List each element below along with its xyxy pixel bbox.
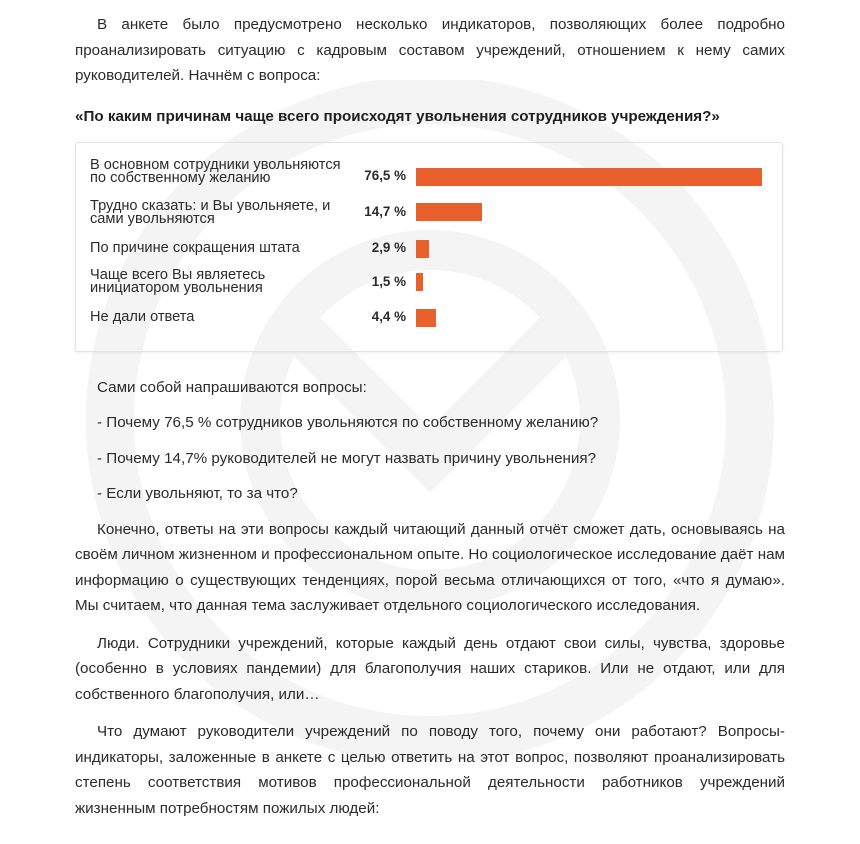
question-item: - Если увольняют, то за что?	[97, 485, 298, 502]
bar-label: В основном сотрудники увольняются по собственному желанию	[90, 156, 341, 186]
bar	[416, 273, 423, 291]
chart-row	[76, 268, 782, 298]
bar-value-label: 1,5 %	[371, 273, 406, 289]
body-paragraph: Что думают руководители учреждений по поводу того, почему они работают? Вопросы-индикаторы, заложенные в анкете с целью ответить на этот вопрос, позволяют проанализировать степень соответствия мотивов профессиональной деятельности работников учреждений жизненным потребностям пожилых людей:	[75, 723, 785, 817]
bar	[416, 168, 762, 186]
bar-value-label: 14,7 %	[364, 203, 406, 219]
chart-row	[76, 307, 782, 329]
chart-row	[76, 157, 782, 197]
bar	[416, 203, 482, 221]
bar	[416, 309, 436, 327]
bar	[416, 240, 429, 258]
bar-chart	[75, 142, 783, 352]
chart-row	[76, 197, 782, 230]
question-list	[75, 410, 785, 507]
survey-question: «По каким причинам чаще всего происходят увольнения сотрудников учреждения?»	[75, 107, 720, 125]
intro-paragraph: В анкете было предусмотрено несколько индикаторов, позволяющих более подробно проанализировать ситуацию с кадровым составом учреждений, отношением к нему самих руководителей. Начнём с вопроса:	[75, 16, 785, 84]
bar-label: Не дали ответа	[90, 308, 195, 325]
document-page	[75, 10, 785, 821]
bar-value-label: 4,4 %	[371, 308, 406, 324]
bar-label: Трудно сказать: и Вы увольняете, и сами увольняются	[90, 197, 331, 227]
questions-intro: Сами собой напрашиваются вопросы:	[97, 378, 367, 396]
body-paragraph: Люди. Сотрудники учреждений, которые каждый день отдают свои силы, чувства, здоровье (особенно в условиях пандемии) для благополучия наших стариков. Или не отдают, или для собственного благополучия, или…	[75, 634, 785, 703]
bar-label: Чаще всего Вы являетесь инициатором увольнения	[90, 266, 266, 296]
question-item: - Почему 14,7% руководителей не могут назвать причину увольнения?	[97, 449, 597, 467]
chart-row	[76, 238, 782, 260]
bar-value-label: 2,9 %	[371, 239, 406, 255]
question-item: - Почему 76,5 % сотрудников увольняются по собственному желанию?	[97, 414, 599, 431]
bar-label: По причине сокращения штата	[90, 239, 300, 256]
bar-value-label: 76,5 %	[364, 167, 406, 183]
body-paragraph: Конечно, ответы на эти вопросы каждый читающий данный отчёт сможет дать, основываясь на своём личном жизненном и профессиональном опыте. Но социологическое исследование даёт нам информацию о существующих тенденциях, порой весьма отличающихся от того, «что я думаю». Мы считаем, что данная тема заслуживает отдельного социологического исследования.	[75, 520, 785, 614]
